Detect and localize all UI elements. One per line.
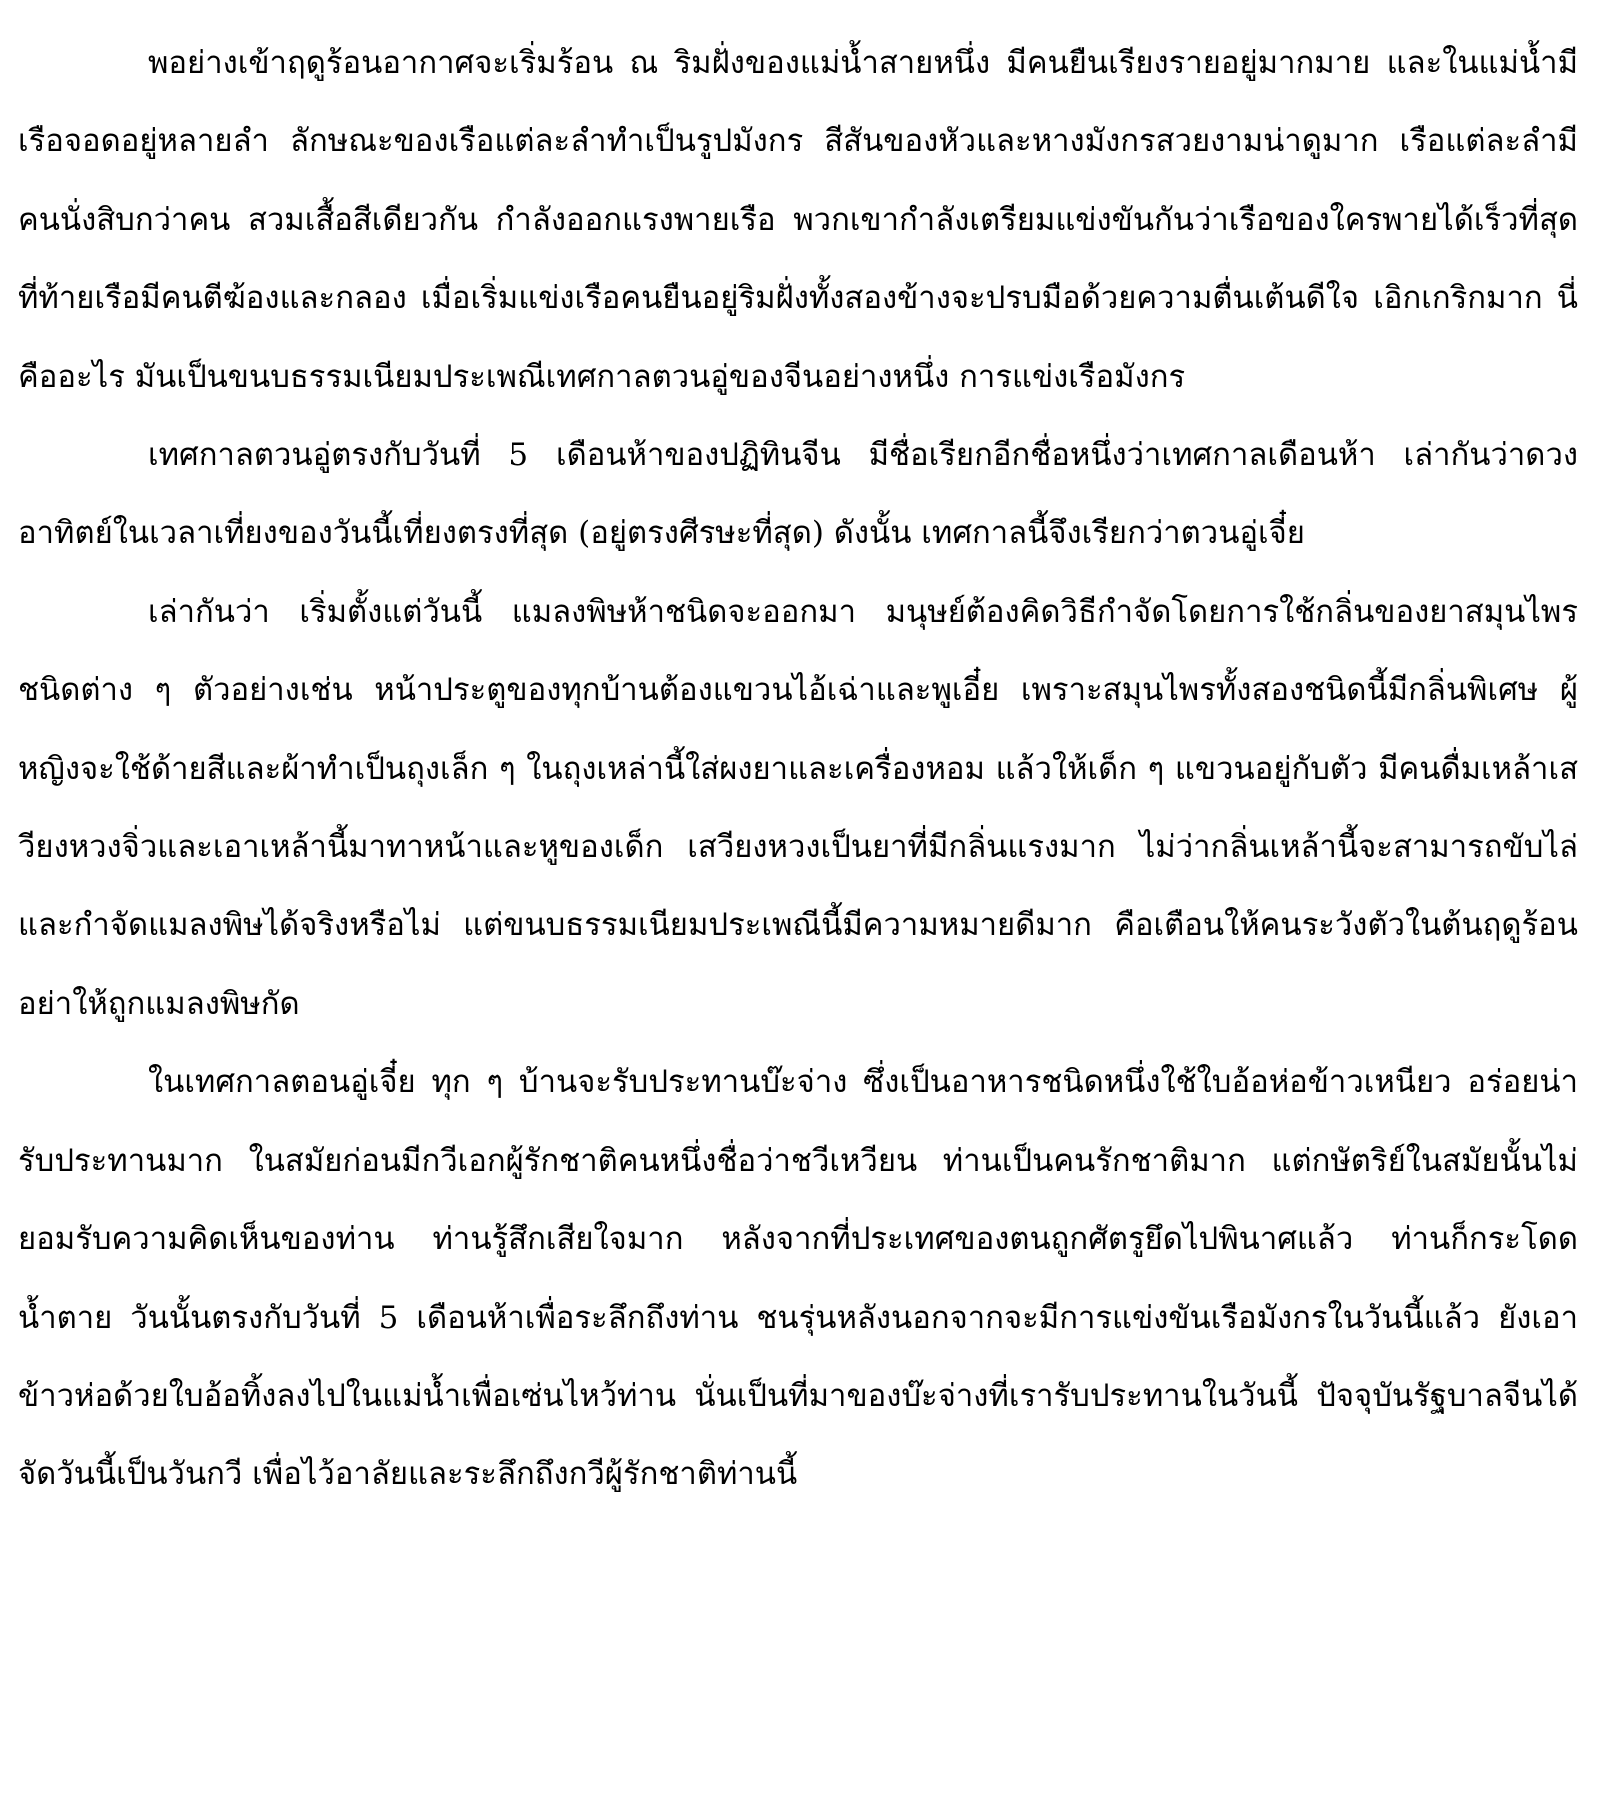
- paragraph-poisonous-insects: เล่ากันว่า เริ่มตั้งแต่วันนี้ แมลงพิษห้าชนิดจะออกมา มนุษย์ต้องคิดวิธีกำจัดโดยการใช้กลิ่นของยาสมุนไพรชนิดต่าง ๆ ตัวอย่างเช่น หน้าประตูของทุกบ้านต้องแขวนไอ้เฉ่าและพูเอี๋ย เพราะสมุนไพรทั้งสองชนิดนี้มีกลิ่นพิเศษ ผู้หญิงจะใช้ด้ายสีและผ้าทำเป็นถุงเล็ก ๆ ในถุงเหล่านี้ใส่ผงยาและเครื่องหอม แล้วให้เด็ก ๆ แขวนอยู่กับตัว มีคนดื่มเหล้าเสวียงหวงจิ่วและเอาเหล้านี้มาทาหน้าและหูของเด็ก เสวียงหวงเป็นยาที่มีกลิ่นแรงมาก ไม่ว่ากลิ่นเหล้านี้จะสามารถขับไล่และกำจัดแมลงพิษได้จริงหรือไม่ แต่ขนบธรรมเนียมประเพณีนี้มีความหมายดีมาก คือเตือนให้คนระวังตัวในต้นฤดูร้อนอย่าให้ถูกแมลงพิษกัด: [18, 593, 1578, 1022]
- paragraph-dragon-boat-race: พอย่างเข้าฤดูร้อนอากาศจะเริ่มร้อน ณ ริมฝั่งของแม่น้ำสายหนึ่ง มีคนยืนเรียงรายอยู่มากมาย และในแม่น้ำมีเรือจอดอยู่หลายลำ ลักษณะของเรือแต่ละลำทำเป็นรูปมังกร สีสันของหัวและหางมังกรสวยงามน่าดูมาก เรือแต่ละลำมีคนนั่งสิบกว่าคน สวมเสื้อสีเดียวกัน กำลังออกแรงพายเรือ พวกเขากำลังเตรียมแข่งขันกันว่าเรือของใครพายได้เร็วที่สุด ที่ท้ายเรือมีคนตีฆ้องและกลอง เมื่อเริ่มแข่งเรือคนยืนอยู่ริมฝั่งทั้งสองข้างจะปรบมือด้วยความตื่นเต้นดีใจ เอิกเกริกมาก นี่คืออะไร มันเป็นขนบธรรมเนียมประเพณีเทศกาลตวนอู่ของจีนอย่างหนึ่ง การแข่งเรือมังกร: [18, 45, 1578, 395]
- document-body: [18, 24, 1578, 1514]
- paragraph-zongzi-origin: ในเทศกาลตอนอู่เจี๋ย ทุก ๆ บ้านจะรับประทานบ๊ะจ่าง ซึ่งเป็นอาหารชนิดหนึ่งใช้ใบอ้อห่อข้าวเหนียว อร่อยน่ารับประทานมาก ในสมัยก่อนมีกวีเอกผู้รักชาติคนหนึ่งชื่อว่าชวีเหวียน ท่านเป็นคนรักชาติมาก แต่กษัตริย์ในสมัยนั้นไม่ยอมรับความคิดเห็นของท่าน ท่านรู้สึกเสียใจมาก หลังจากที่ประเทศของตนถูกศัตรูยึดไปพินาศแล้ว ท่านก็กระโดดน้ำตาย วันนั้นตรงกับวันที่ 5 เดือนห้าเพื่อระลึกถึงท่าน ชนรุ่นหลังนอกจากจะมีการแข่งขันเรือมังกรในวันนี้แล้ว ยังเอาข้าวห่อด้วยใบอ้อทิ้งลงไปในแม่น้ำเพื่อเซ่นไหว้ท่าน นั่นเป็นที่มาของบ๊ะจ่างที่เรารับประทานในวันนี้ ปัจจุบันรัฐบาลจีนได้จัดวันนี้เป็นวันกวี เพื่อไว้อาลัยและระลึกถึงกวีผู้รักชาติท่านนี้: [18, 1064, 1578, 1493]
- paragraph-festival-date: เทศกาลตวนอู่ตรงกับวันที่ 5 เดือนห้าของปฏิทินจีน มีชื่อเรียกอีกชื่อหนึ่งว่าเทศกาลเดือนห้า เล่ากันว่าดวงอาทิตย์ในเวลาเที่ยงของวันนี้เที่ยงตรงที่สุด (อยู่ตรงศีรษะที่สุด) ดังนั้น เทศกาลนี้จึงเรียกว่าตวนอู่เจี๋ย: [18, 437, 1578, 552]
